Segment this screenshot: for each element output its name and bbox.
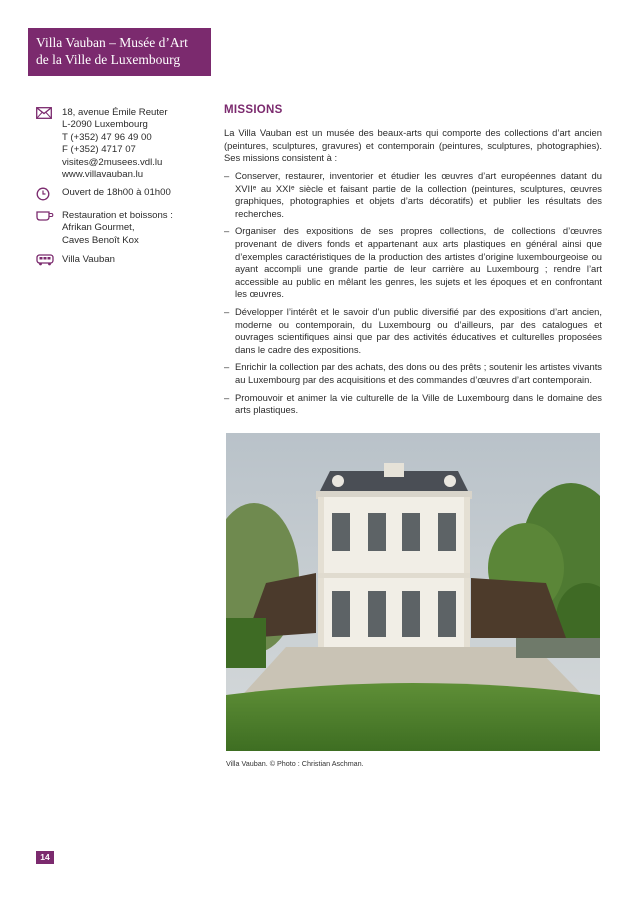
contact-fax: F (+352) 4717 07: [62, 144, 136, 156]
dining-line2: Afrikan Gourmet,: [62, 222, 135, 234]
cup-icon: [36, 210, 56, 224]
mission-item: – Conserver, restaurer, inventorier et étudier les œuvres d’art européennes datant du XVIIᵉ au XXIᵉ siècle et faisant partie de la collection (peintures, sculptures, œuvres graphiques, photographies et objets d’arts décoratifs) et publier les résultats des recherches.: [224, 170, 602, 219]
header-title-box: [28, 28, 211, 76]
page-number: 14: [36, 851, 54, 864]
bus-icon: [36, 254, 56, 268]
villa-photo: [226, 433, 600, 751]
dining-line3: Caves Benoît Kox: [62, 234, 139, 246]
hours-text: Ouvert de 18h00 à 01h00: [62, 187, 171, 198]
mission-item: – Enrichir la collection par des achats, des dons ou des prêts ; soutenir les artistes vivants au Luxembourg par des acquisitions et des commandes d’œuvres d’art contemporain.: [224, 361, 602, 385]
contact-email[interactable]: visites@2musees.vdl.lu: [62, 156, 163, 168]
dining-line1: Restauration et boissons :: [62, 210, 173, 221]
bus-stop-text: Villa Vauban: [62, 254, 115, 265]
header-title-line1: Villa Vauban – Musée d’Art: [36, 35, 188, 50]
missions-intro: La Villa Vauban est un musée des beaux-arts qui comporte des collections d’art ancien (peintures, sculptures, gravures) et contemporain (peintures, sculptures, photographies). Ses missions consistent à :: [224, 127, 602, 164]
mission-item: – Promouvoir et animer la vie culturelle de la Ville de Luxembourg dans le domaine des arts plastiques.: [224, 391, 602, 416]
contact-website[interactable]: www.villavauban.lu: [62, 169, 144, 181]
missions-heading: MISSIONS: [224, 104, 283, 116]
mission-item: – Organiser des expositions de ses propres collections, de collections d’œuvres provenant de divers fonds et appartenant aux arts plastiques en général ainsi que d’exemples caractéristiques de la production des artistes d’origine luxembourgeoise ou ayant accompli une grande partie de leur carrière au Luxembourg ; rendre l’art accessible au public en mêlant les genres, les sujets et les époques et en confrontant les œuvres.: [224, 225, 602, 300]
missions-list: [224, 170, 602, 422]
mission-item: – Développer l’intérêt et le savoir d’un public diversifié par des expositions d’art ancien, moderne ou contemporain, du Luxembourg ou d’ailleurs, par des catalogues et ouvrages scientifiques ainsi que par des activités éducatives et culturelles proposées dans le cadre des expositions.: [224, 305, 602, 355]
clock-icon: [36, 187, 56, 201]
contact-postal: L-2090 Luxembourg: [62, 119, 148, 131]
contact-address: 18, avenue Émile Reuter: [62, 107, 168, 118]
contact-phone: T (+352) 47 96 49 00: [62, 131, 152, 143]
header-title-line2: de la Ville de Luxembourg: [36, 52, 181, 67]
photo-caption: Villa Vauban. © Photo : Christian Aschman.: [226, 759, 364, 768]
envelope-icon: [36, 107, 56, 121]
